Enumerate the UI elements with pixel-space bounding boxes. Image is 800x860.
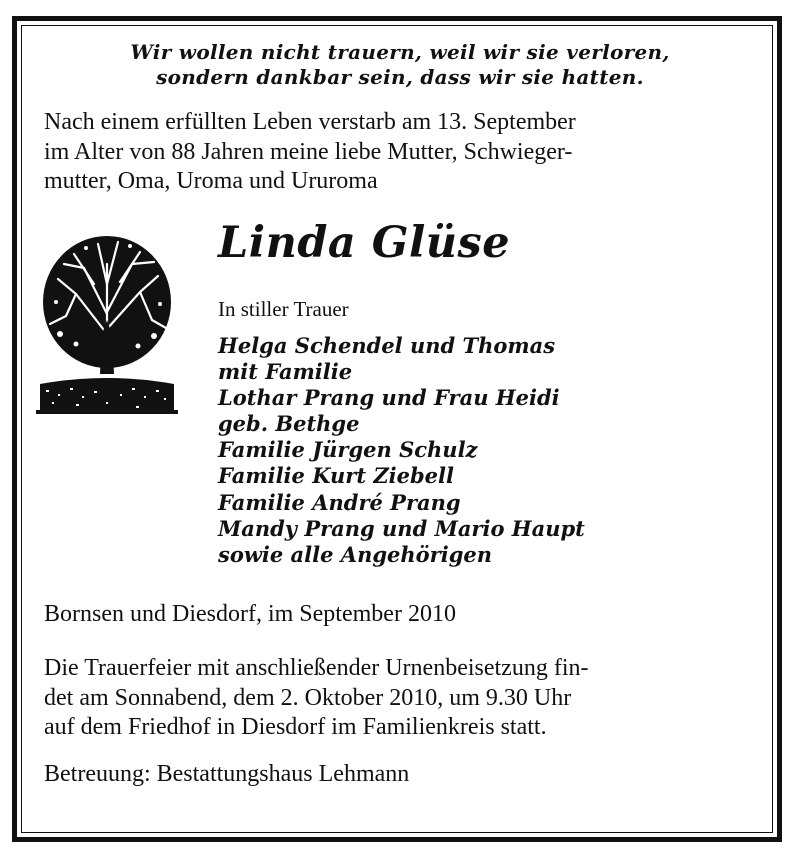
motto-line-1: Wir wollen nicht trauern, weil wir sie verloren, [130, 40, 670, 64]
mourning-label: In stiller Trauer [218, 297, 349, 321]
funeral-notice [44, 654, 734, 743]
mourner-line: geb. Bethge [218, 411, 360, 437]
intro-line-3: mutter, Oma, Uroma und Ururoma [44, 168, 378, 194]
mourner-line: Mandy Prang und Mario Haupt [218, 515, 585, 541]
funeral-line-2: det am Sonnabend, dem 2. Oktober 2010, um 9.30 Uhr [44, 684, 572, 711]
care-provider: Betreuung: Bestattungshaus Lehmann [44, 761, 410, 787]
mourner-line: sowie alle Angehörigen [218, 541, 493, 567]
intro-text [44, 108, 734, 197]
intro-line-1: Nach einem erfüllten Leben verstarb am 13. September [44, 109, 576, 135]
mourner-line: Familie Jürgen Schulz [218, 437, 478, 463]
mourner-line: Helga Schendel und Thomas [218, 333, 556, 358]
mourner-line: Familie Kurt Ziebell [218, 463, 454, 489]
tree-icon [36, 224, 178, 414]
funeral-line-1: Die Trauerfeier mit anschließender Urnenbeisetzung fin- [44, 655, 589, 681]
place-date: Bornsen und Diesdorf, im September 2010 [44, 601, 456, 627]
mourners-list [218, 333, 585, 568]
mourner-line: mit Familie [218, 359, 353, 385]
mourner-line: Lothar Prang und Frau Heidi [218, 385, 560, 411]
motto-line-2: sondern dankbar sein, dass wir sie hatten. [156, 65, 644, 89]
funeral-line-3: auf dem Friedhof in Diesdorf im Familienkreis statt. [44, 714, 547, 740]
deceased-name: Linda Glüse [218, 218, 511, 268]
intro-line-2: im Alter von 88 Jahren meine liebe Mutter, Schwieger- [44, 138, 573, 165]
mourner-line: Familie André Prang [218, 489, 461, 515]
motto-quote [40, 40, 760, 90]
